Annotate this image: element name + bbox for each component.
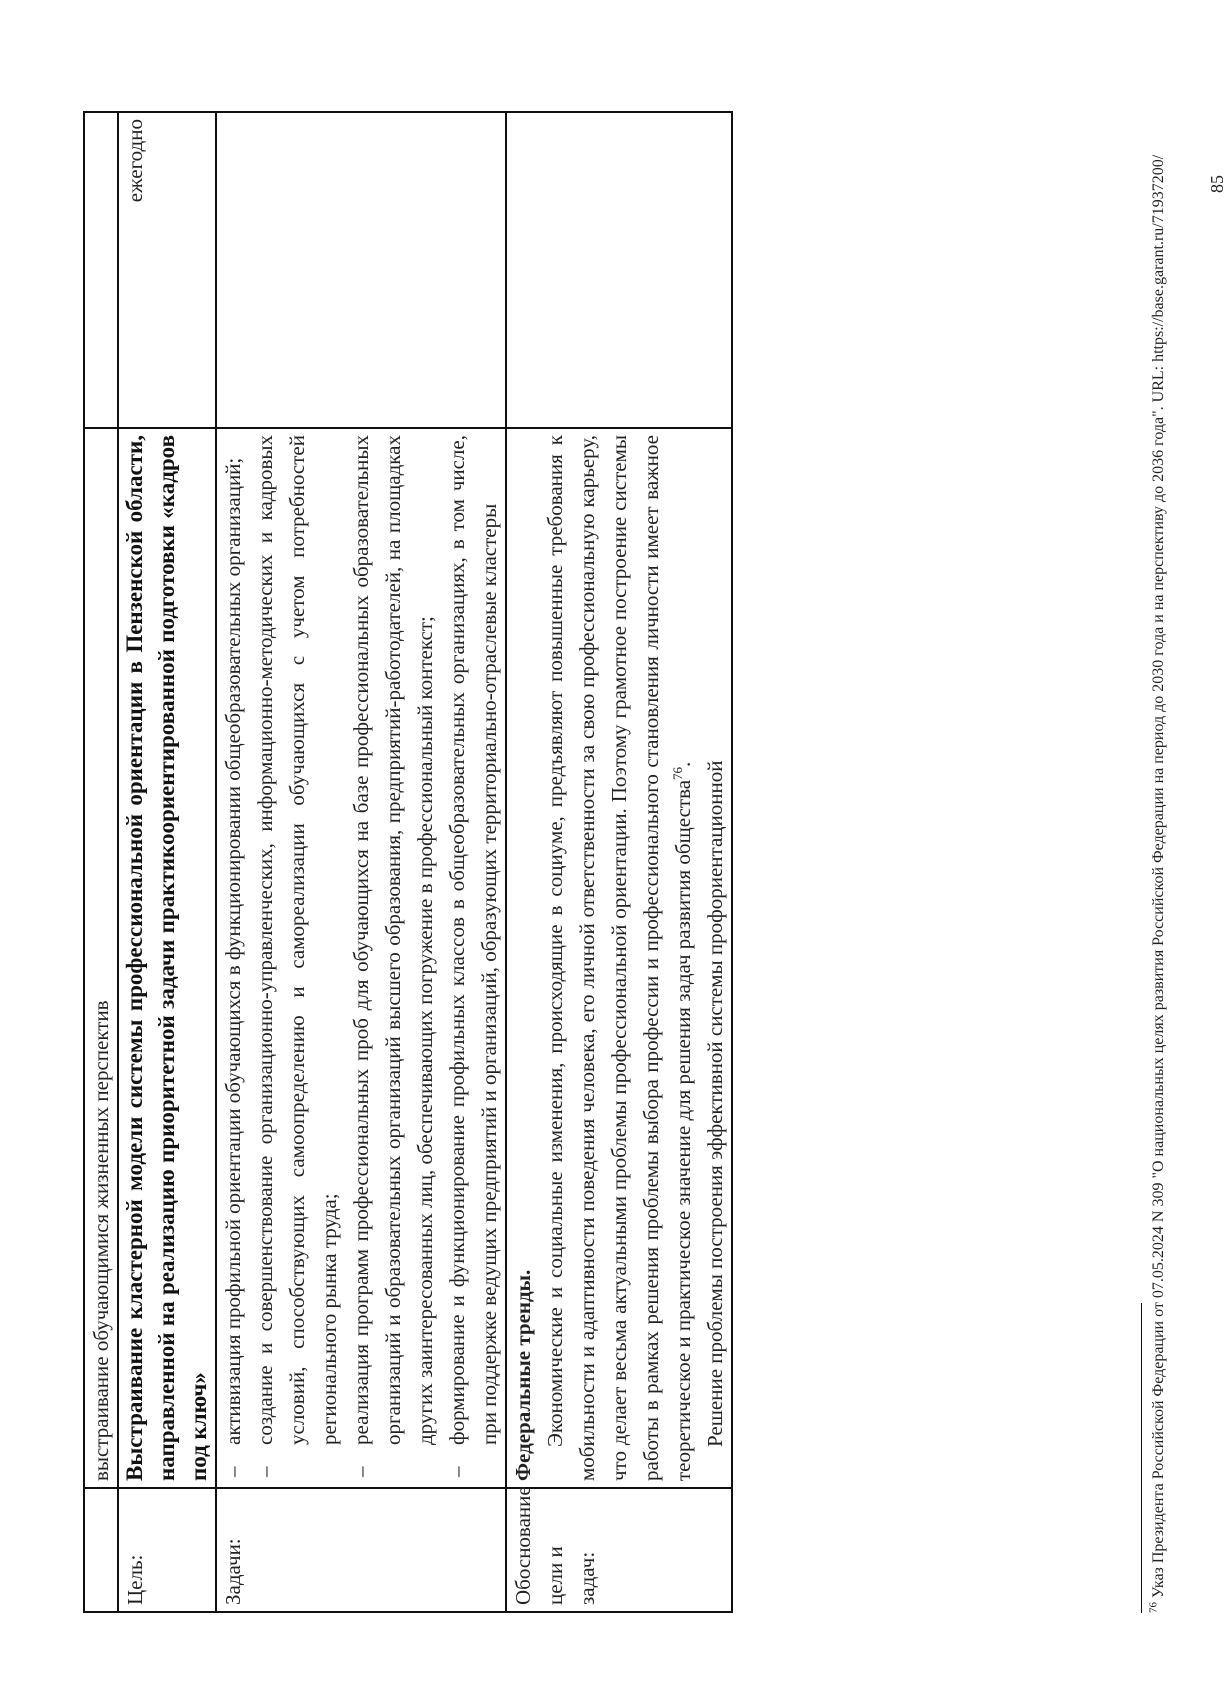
empty-cell — [216, 112, 506, 428]
goal-label: Цель: — [118, 1488, 216, 1612]
rationale-text-end: . — [671, 761, 695, 767]
table-row — [84, 112, 118, 1612]
task-text: создание и совершенствование организационно-управленческих, информационно-методических и кадровых условий, способствующих самоопределению и самореализации обучающихся с учетом потребностей регионального рынка труда; — [253, 435, 341, 1445]
tasks-list — [217, 435, 505, 1481]
list-item — [249, 435, 345, 1481]
task-text: реализация программ профессиональных проб для обучающихся на базе профессиональных образовательных организаций и образовательных организаций высшего образования, предприятий-работодателей, на площадках других заинтересованных лиц, обеспечивающих погружение в профессиональный контекст; — [349, 435, 437, 1445]
tasks-label: Задачи: — [216, 1488, 506, 1612]
table-row-tasks — [216, 112, 506, 1612]
list-item — [441, 435, 505, 1481]
dash-marker: – — [445, 1466, 469, 1477]
list-item — [217, 435, 249, 1481]
footnote — [1147, 138, 1171, 1613]
table-row-goal — [118, 112, 216, 1612]
frequency-cell — [84, 112, 118, 428]
perspectives-text: выстраивание обучающимися жизненных перспектив — [84, 428, 118, 1488]
rationale-paragraph — [539, 435, 699, 1481]
table-row-rationale — [506, 112, 732, 1612]
footnote-divider — [1141, 1303, 1142, 1613]
row-label — [84, 1488, 118, 1612]
tasks-cell — [216, 428, 506, 1488]
rationale-text: Экономические и социальные изменения, происходящие в социуме, предъявляют повышенные требования к мобильности и адаптивности поведения человека, его личной ответственности за свою профессиональную карьеру, что делает весьма актуальными проблемы профессиональной ориентации. Поэтому грамотное построение системы работы в рамках решения проблемы выбора профессии и профессионального становления личности имеет важное теоретическое и практическое значение для решения задач развития общества — [543, 435, 695, 1481]
dash-marker: – — [253, 1466, 277, 1477]
footnote-ref[interactable]: 76 — [670, 766, 685, 780]
rationale-paragraph-2: Решение проблемы построения эффективной системы профориентационной — [703, 760, 727, 1447]
rotated-page — [83, 113, 1227, 1613]
rationale-label: Обоснование цели и задач: — [506, 1488, 732, 1612]
goals-table — [83, 111, 733, 1613]
list-item — [345, 435, 441, 1481]
task-text: формирование и функционирование профильных классов в общеобразовательных организациях, в том числе, при поддержке ведущих предприятий и организаций, образующих территориально-отраслевые кластеры — [445, 435, 501, 1445]
empty-cell — [506, 112, 732, 428]
footnote-marker: 76 — [1147, 1602, 1160, 1613]
page-number: 85 — [1207, 175, 1227, 193]
task-text: активизация профильной ориентации обучающихся в функционировании общеобразовательных организаций; — [221, 457, 245, 1445]
dash-marker: – — [221, 1466, 245, 1477]
footnote-text: Указ Президента Российской Федерации от 07.05.2024 N 309 "О национальных целях развития Российской Федерации на период до 2030 года и на перспективу до 2036 года". URL: https://base.garant.ru/71937200/ — [1150, 154, 1167, 1602]
dash-marker: – — [349, 1466, 373, 1477]
frequency-value: ежегодно — [118, 112, 216, 428]
rationale-cell — [506, 428, 732, 1488]
goal-text: Выстраивание кластерной модели системы профессиональной ориентации в Пензенской области, направленной на реализацию приоритетной задачи практикоориентированной подготовки «кадров под ключ» — [118, 428, 216, 1488]
federal-trends-heading: Федеральные тренды. — [511, 1269, 535, 1481]
